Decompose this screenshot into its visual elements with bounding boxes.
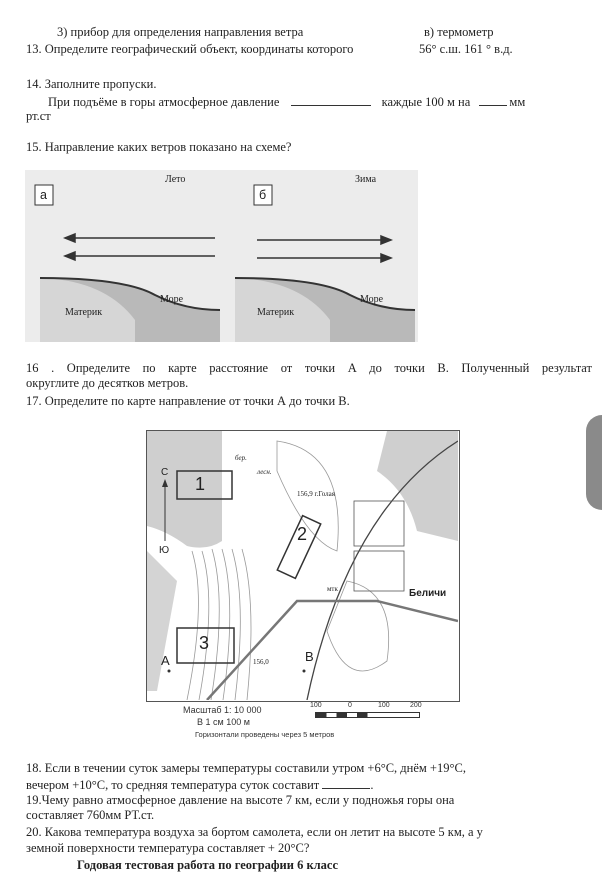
map-box-1-label: 1 (195, 474, 206, 494)
panel-b-label: б (259, 188, 267, 202)
winter-label: Зима (355, 174, 377, 185)
map-box-3-label: 3 (199, 633, 210, 653)
q19-line1: 19.Чему равно атмосферное давление на высоте 7 км, если у подножья горы она (26, 793, 455, 807)
q16-line1: 16 . Определите по карте расстояние от точки А до точки В. Полученный результат (26, 361, 592, 375)
q13-coords: 56° с.ш. 161 ° в.д. (419, 42, 513, 56)
village-label: Беличи (409, 588, 447, 599)
q18-line1: 18. Если в течении суток замеры температуры составили утром +6°С, днём +19°С, (26, 761, 466, 775)
south-label: Ю (159, 545, 170, 556)
land-label-a: Материк (65, 307, 103, 318)
land-label-b: Материк (257, 307, 295, 318)
q14-part1: При подъёме в горы атмосферное давление (48, 95, 280, 109)
q18-blank[interactable] (322, 777, 370, 789)
scale-tick: 0 (348, 702, 352, 709)
point-b-label: В (305, 649, 314, 664)
q14-part4: рт.ст (26, 109, 51, 123)
side-floating-button[interactable] (586, 415, 602, 510)
mtf-label: мтк (327, 585, 338, 593)
q17-text: 17. Определите по карте направление от точки А до точки В. (26, 394, 350, 408)
q13-text: 13. Определите географический объект, координаты которого (26, 42, 354, 56)
q12-item-v: в) термометр (424, 25, 494, 39)
q15-text: 15. Направление каких ветров показано на схеме? (26, 140, 292, 154)
q20-line1: 20. Какова температура воздуха за бортом самолета, если он летит на высоте 5 км, а у (26, 825, 483, 839)
scale-tick: 100 (378, 702, 390, 709)
q16-line2: округлите до десятков метров. (26, 376, 189, 390)
scale-title: Масштаб 1: 10 000 (183, 705, 262, 715)
wind-arrows-right (257, 236, 391, 262)
q14-blank-1[interactable] (291, 94, 371, 106)
map-box-2-label: 2 (297, 524, 308, 544)
hill-label: 156,9 г.Голая (297, 490, 335, 498)
topographic-map (146, 430, 460, 702)
scale-subtitle: В 1 см 100 м (197, 717, 250, 727)
ber-label: бер. (235, 454, 247, 462)
q12-item-3: 3) прибор для определения направления ветра (57, 25, 304, 39)
elevation-label: 156,0 (253, 658, 269, 666)
q20-line2: земной поверхности температура составляет + 20°С? (26, 841, 310, 855)
q14-blank-2[interactable] (479, 94, 507, 106)
scale-tick: 200 (410, 702, 422, 709)
q18-text: вечером +10°С, то средняя температура суток составит (26, 778, 320, 792)
q14-part2: каждые 100 м на (381, 95, 471, 109)
panel-a-label: а (40, 188, 47, 202)
footer-title: Годовая тестовая работа по географии 6 класс (77, 858, 339, 872)
sea-label-a: Море (160, 294, 184, 305)
q14-part3: мм (509, 95, 526, 109)
sea-label-b: Море (360, 294, 384, 305)
scale-tick: 100 (310, 702, 322, 709)
les-label: лесн. (257, 468, 272, 476)
q14-line (48, 94, 525, 110)
north-label: С (161, 467, 169, 478)
wind-arrows-left (65, 234, 215, 260)
q19-line2: составляет 760мм РТ.ст. (26, 808, 155, 822)
wind-diagram (25, 170, 418, 342)
point-a-label: А (161, 653, 170, 668)
q14-title: 14. Заполните пропуски. (26, 77, 157, 91)
summer-label: Лето (165, 174, 186, 185)
contour-note: Горизонтали проведены через 5 метров (195, 730, 335, 739)
scale-bar (315, 712, 420, 718)
q18-line2: вечером +10°С, то средняя температура суток составит . (26, 778, 374, 792)
